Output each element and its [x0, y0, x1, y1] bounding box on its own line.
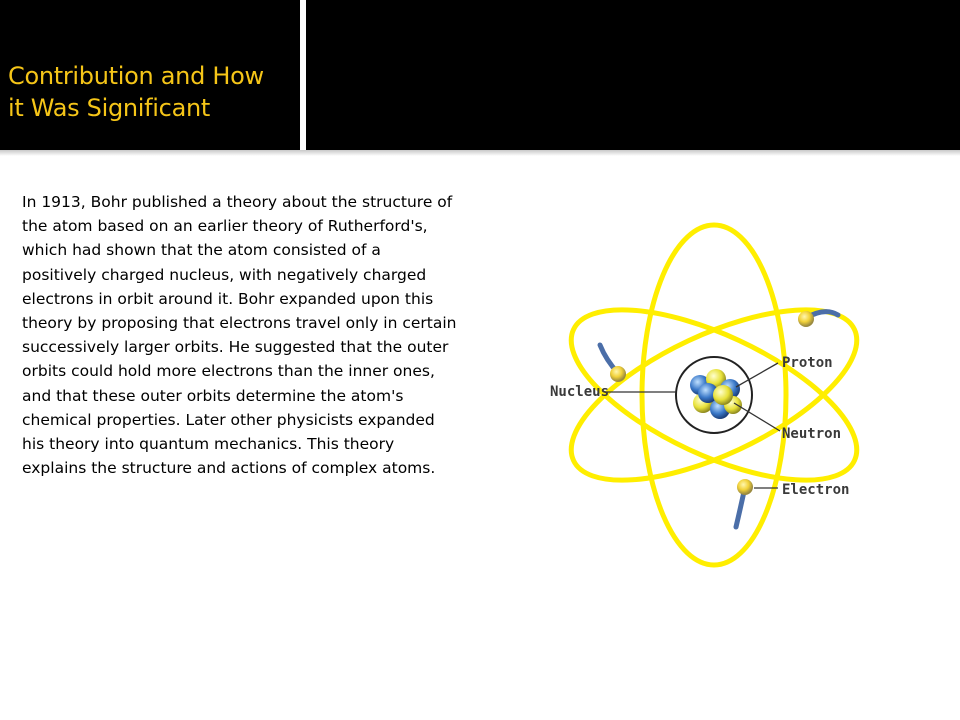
electron-particle [610, 366, 626, 382]
label-proton: Proton [782, 355, 833, 371]
header-panel [306, 0, 960, 150]
label-neutron: Neutron [782, 426, 842, 442]
header-shadow [0, 150, 960, 156]
body-paragraph: In 1913, Bohr published a theory about the structure of the atom based on an earlier theory of Rutherford's, which had shown that the atom consisted of a positively charged nucleus, with negatively charged electrons in orbit around it. Bohr expanded upon this theory by proposing that electrons travel only in certain successively larger orbits. He suggested that the outer orbits could hold more electrons than the inner ones, and that these outer orbits determine the atom's chemical properties. Later other physicists expanded his theory into quantum mechanics. This theory explains the structure and actions of complex atoms. [22, 193, 457, 478]
electron-particle [798, 311, 814, 327]
label-electron: Electron [782, 482, 850, 498]
label-nucleus: Nucleus [550, 384, 610, 400]
slide-title: Contribution and How it Was Significant [8, 62, 264, 122]
neutron-particle [713, 385, 733, 405]
electron-particle [737, 479, 753, 495]
atom-diagram [540, 215, 860, 570]
